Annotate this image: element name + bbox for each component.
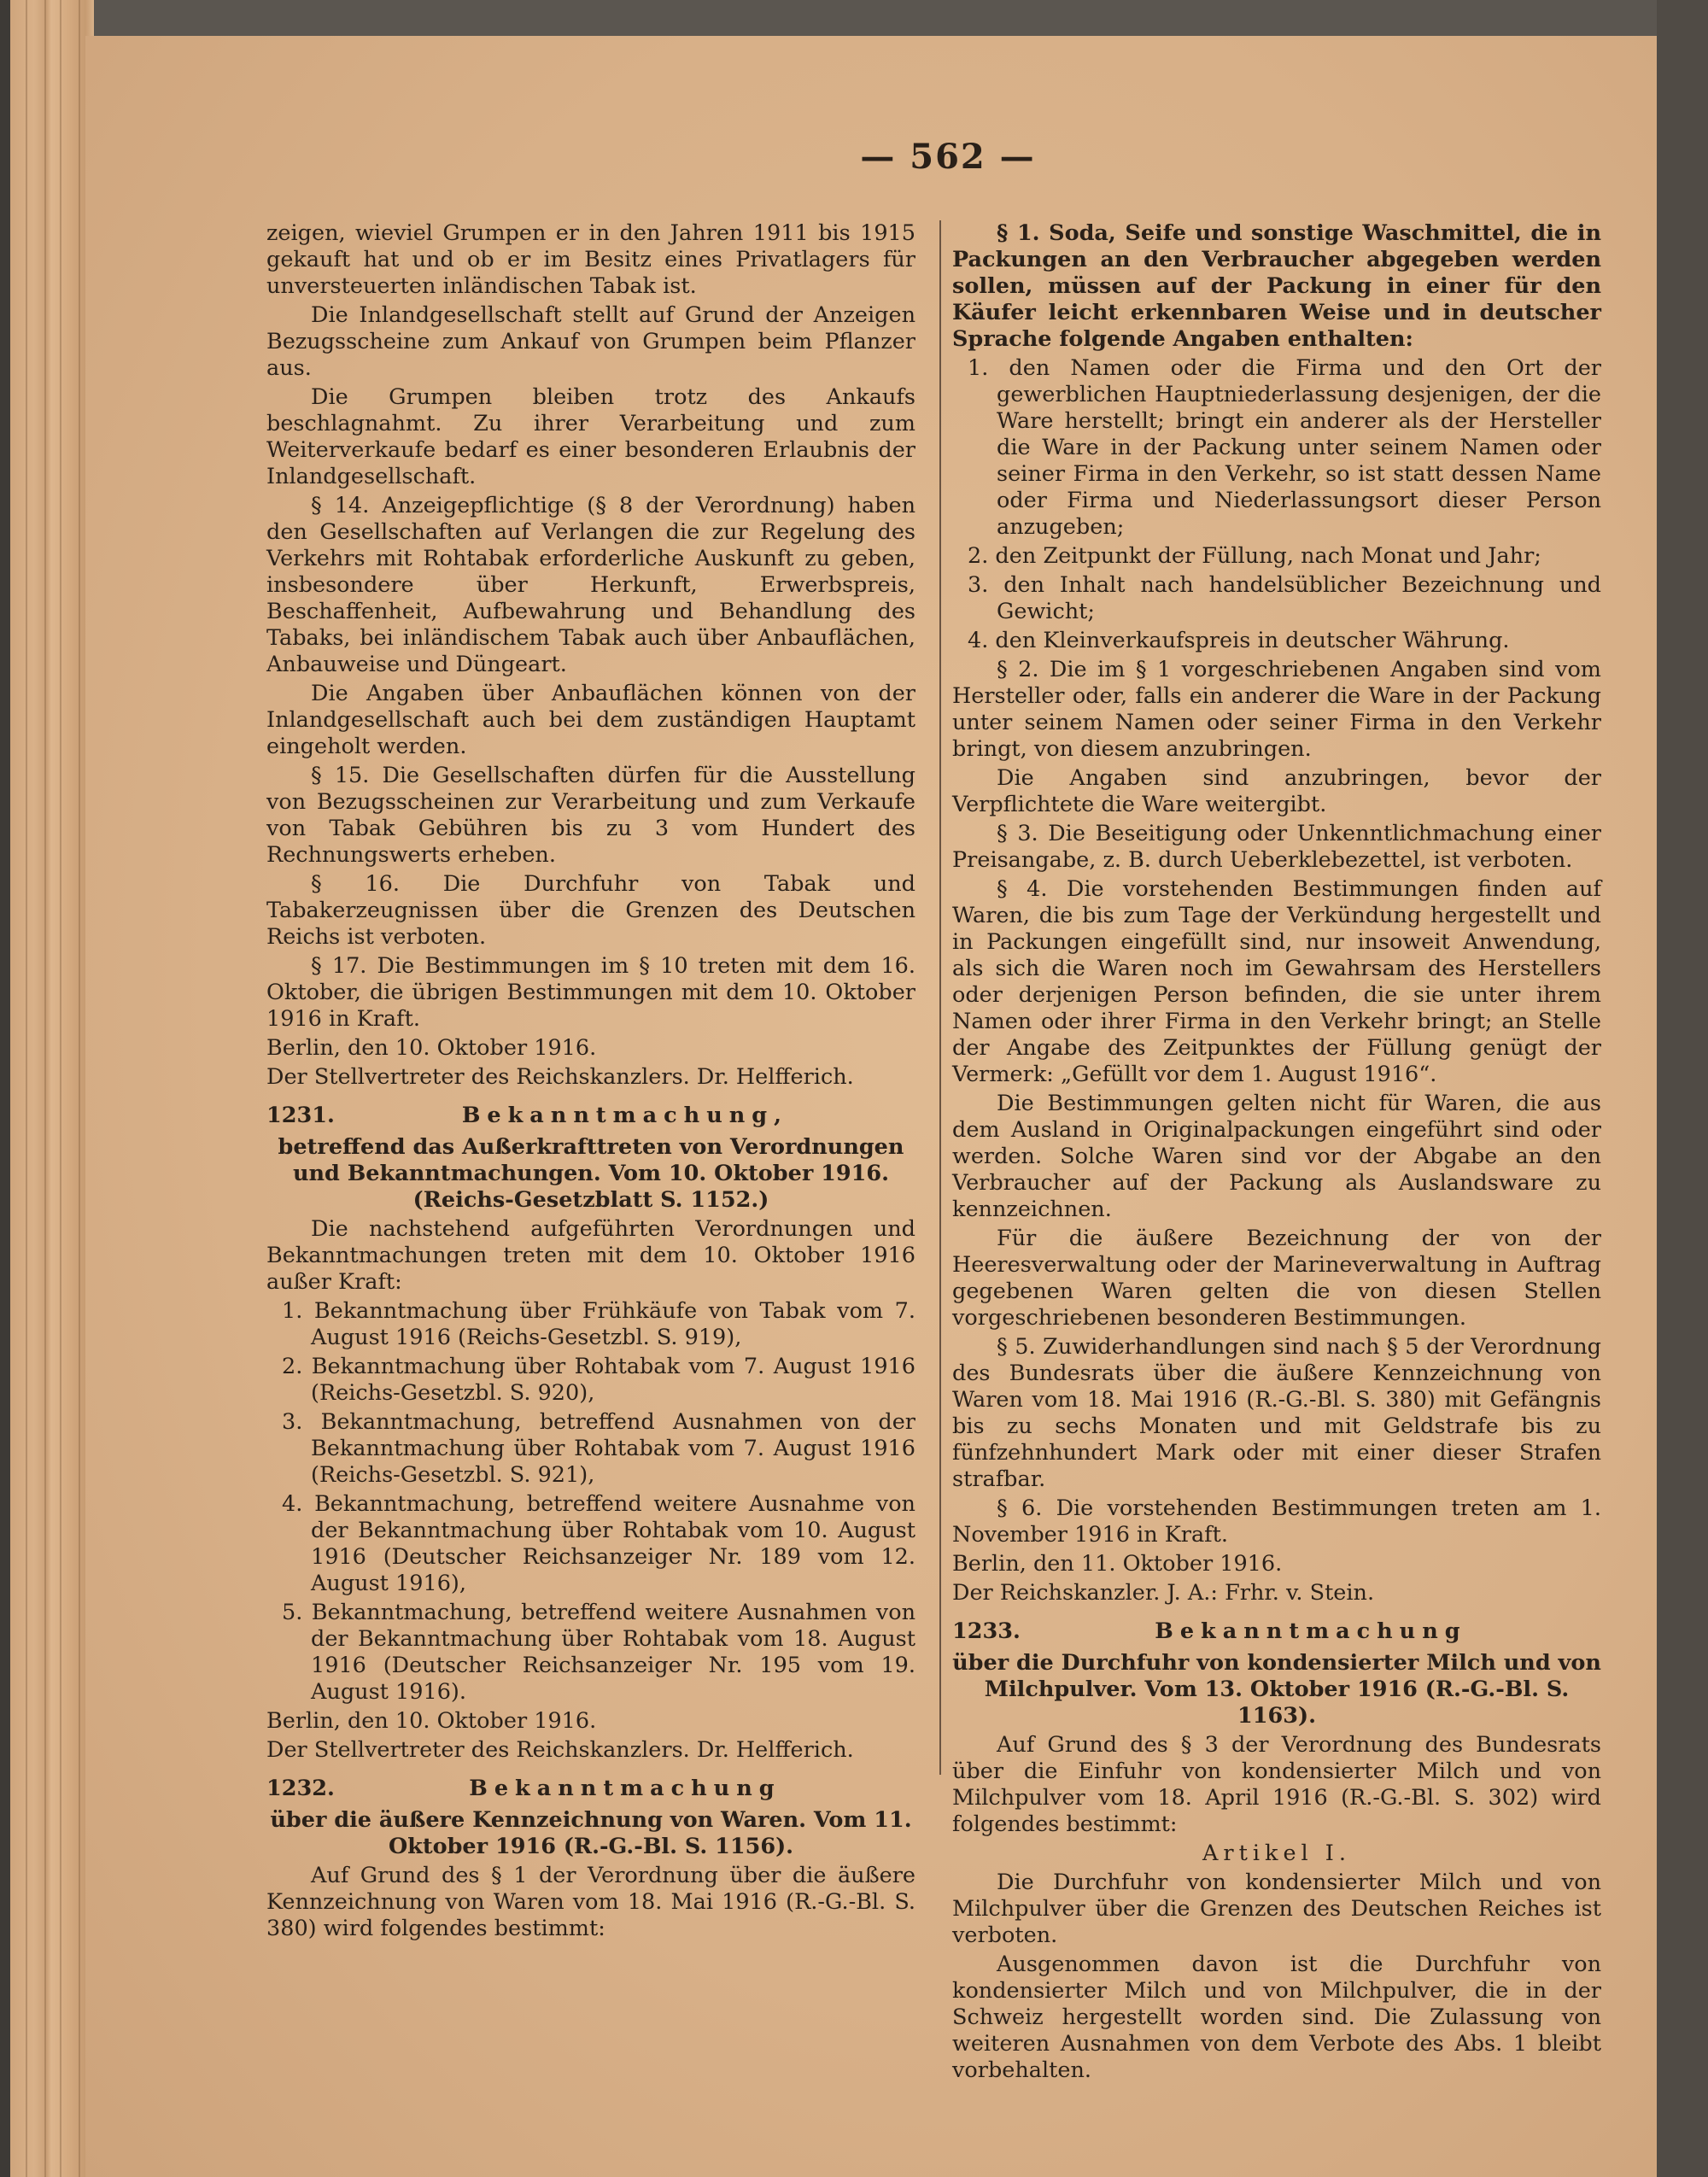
- right-column: [952, 220, 1601, 2086]
- left-column: [266, 220, 915, 1945]
- notice-number: 1231.: [266, 1103, 335, 1128]
- notice-title: Bekanntmachung: [1155, 1618, 1467, 1644]
- list-item: 3. Bekanntmachung, betreffend Ausnahmen von der Bekanntmachung über Rohtabak vom 7. August 1916 (Reichs-Gesetzbl. S. 921),: [282, 1409, 915, 1488]
- paragraph: § 4. Die vorstehenden Bestimmungen finden auf Waren, die bis zum Tage der Verkündung hergestellt und in Packungen eingefüllt sind, nur insoweit Anwendung, als sich die Waren noch im Gewahrsam des Herstellers oder derjenigen Person befinden, die sie unter ihrem Namen oder ihrer Firma in den Verkehr bringt; an Stelle der Angabe des Zeitpunktes der Füllung genügt der Vermerk: „Gefüllt vor dem 1. August 1916“.: [952, 876, 1601, 1087]
- notice-number: 1233.: [952, 1618, 1021, 1644]
- signature: Der Reichskanzler. J. A.: Frhr. v. Stein.: [952, 1580, 1375, 1606]
- paragraph: Die nachstehend aufgeführten Verordnungen und Bekanntmachungen treten mit dem 10. Oktober 1916 außer Kraft:: [266, 1216, 915, 1295]
- place-date: Berlin, den 10. Oktober 1916.: [266, 1035, 597, 1061]
- list-item: 1. den Namen oder die Firma und den Ort der gewerblichen Hauptniederlassung desjenigen, der die Ware herstellt; bringt ein anderer als der Hersteller die Ware in der Packung unter seinem Namen oder seiner Firma in den Verkehr, so ist statt dessen Name oder Firma und Niederlassungsort dieser Person anzugeben;: [968, 355, 1601, 540]
- article-heading: Artikel I.: [1202, 1841, 1351, 1866]
- place-date: Berlin, den 11. Oktober 1916.: [952, 1551, 1283, 1577]
- notice-heading: [952, 1618, 1601, 1645]
- paragraph: Die Durchfuhr von kondensierter Milch und von Milchpulver über die Grenzen des Deutschen Reiches ist verboten.: [952, 1870, 1601, 1948]
- paragraph: Die Grumpen bleiben trotz des Ankaufs beschlagnahmt. Zu ihrer Verarbeitung und zum Weiterverkaufe bedarf es einer besonderen Erlaubnis der Inlandgesellschaft.: [266, 384, 915, 489]
- paragraph: Die Angaben über Anbauflächen können von der Inlandgesellschaft auch bei dem zuständigen Hauptamt eingeholt werden.: [266, 681, 915, 759]
- notice-number: 1232.: [266, 1776, 335, 1801]
- paragraph: Auf Grund des § 1 der Verordnung über die äußere Kennzeichnung von Waren vom 18. Mai 1916 (R.-G.-Bl. S. 380) wird folgendes bestimmt:: [266, 1863, 915, 1941]
- notice-title: Bekanntmachung,: [461, 1103, 789, 1128]
- paragraph: zeigen, wieviel Grumpen er in den Jahren 1911 bis 1915 gekauft hat und ob er im Besitz eines Privatlagers für unversteuerten inländischen Tabak ist.: [266, 220, 915, 299]
- notice-subtitle: betreffend das Außerkrafttreten von Verordnungen und Bekanntmachungen. Vom 10. Oktober 1916. (Reichs-Gesetzblatt S. 1152.): [278, 1134, 904, 1213]
- paragraph: § 5. Zuwiderhandlungen sind nach § 5 der Verordnung des Bundesrats über die äußere Kennzeichnung von Waren vom 18. Mai 1916 (R.-G.-Bl. S. 380) mit Gefängnis bis zu sechs Monaten und mit Geldstrafe bis zu fünfzehnhundert Mark oder mit einer dieser Strafen strafbar.: [952, 1334, 1601, 1492]
- list-item: 4. den Kleinverkaufspreis in deutscher Währung.: [968, 628, 1510, 653]
- place-date: Berlin, den 10. Oktober 1916.: [266, 1708, 597, 1734]
- paragraph: § 17. Die Bestimmungen im § 10 treten mit dem 16. Oktober, die übrigen Bestimmungen mit dem 10. Oktober 1916 in Kraft.: [266, 953, 915, 1032]
- paragraph: Für die äußere Bezeichnung der von der Heeresverwaltung oder der Marineverwaltung in Auftrag gegebenen Waren gelten die von diesen Stellen vorgeschriebenen besonderen Bestimmungen.: [952, 1226, 1601, 1331]
- scan-background: [1657, 0, 1708, 2177]
- list-item: 5. Bekanntmachung, betreffend weitere Ausnahmen von der Bekanntmachung über Rohtabak vom 18. August 1916 (Deutscher Reichsanzeiger Nr. 195 vom 19. August 1916).: [282, 1600, 915, 1705]
- page-number: — 562 —: [860, 137, 1036, 177]
- list-item: 3. den Inhalt nach handelsüblicher Bezeichnung und Gewicht;: [968, 572, 1601, 624]
- paragraph: Die Bestimmungen gelten nicht für Waren, die aus dem Ausland in Originalpackungen eingeführt sind oder werden. Solche Waren sind vor der Abgabe an den Verbraucher auf der Packung als Auslandsware zu kennzeichnen.: [952, 1091, 1601, 1222]
- book-edges: [0, 0, 94, 2177]
- signature: Der Stellvertreter des Reichskanzlers. Dr. Helfferich.: [266, 1064, 854, 1090]
- paragraph: § 3. Die Beseitigung oder Unkenntlichmachung einer Preisangabe, z. B. durch Ueberklebezettel, ist verboten.: [952, 821, 1601, 873]
- paragraph: § 6. Die vorstehenden Bestimmungen treten am 1. November 1916 in Kraft.: [952, 1495, 1601, 1548]
- paragraph: Auf Grund des § 3 der Verordnung des Bundesrats über die Einfuhr von kondensierter Milch und von Milchpulver vom 18. April 1916 (R.-G.-Bl. S. 302) wird folgendes bestimmt:: [952, 1732, 1601, 1837]
- list-item: 2. Bekanntmachung über Rohtabak vom 7. August 1916 (Reichs-Gesetzbl. S. 920),: [282, 1354, 915, 1406]
- paragraph: § 2. Die im § 1 vorgeschriebenen Angaben sind vom Hersteller oder, falls ein anderer die Ware in der Packung unter seinem Namen oder seiner Firma in den Verkehr bringt, von diesem anzubringen.: [952, 657, 1601, 762]
- notice-heading: [266, 1776, 915, 1802]
- paragraph: Die Angaben sind anzubringen, bevor der Verpflichtete die Ware weitergibt.: [952, 765, 1601, 817]
- paragraph: § 1. Soda, Seife und sonstige Waschmittel, die in Packungen an den Verbraucher abgegeben werden sollen, müssen auf der Packung in einer für den Käufer leicht erkennbaren Weise und in deutscher Sprache folgende Angaben enthalten:: [952, 220, 1601, 352]
- list-item: 1. Bekanntmachung über Frühkäufe von Tabak vom 7. August 1916 (Reichs-Gesetzbl. S. 919),: [282, 1298, 915, 1350]
- notice-heading: [266, 1103, 915, 1129]
- notice-title: Bekanntmachung: [469, 1776, 781, 1801]
- signature: Der Stellvertreter des Reichskanzlers. Dr. Helfferich.: [266, 1737, 854, 1763]
- list-item: 4. Bekanntmachung, betreffend weitere Ausnahme von der Bekanntmachung über Rohtabak vom 10. August 1916 (Deutscher Reichsanzeiger Nr. 189 vom 12. August 1916),: [282, 1491, 915, 1596]
- column-divider: [939, 220, 941, 1775]
- paragraph: § 16. Die Durchfuhr von Tabak und Tabakerzeugnissen über die Grenzen des Deutschen Reichs ist verboten.: [266, 871, 915, 950]
- notice-subtitle: über die Durchfuhr von kondensierter Milch und von Milchpulver. Vom 13. Oktober 1916 (R.-G.-Bl. S. 1163).: [952, 1650, 1601, 1729]
- list-item: 2. den Zeitpunkt der Füllung, nach Monat und Jahr;: [968, 543, 1541, 569]
- paragraph: Die Inlandgesellschaft stellt auf Grund der Anzeigen Bezugsscheine zum Ankauf von Grumpen beim Pflanzer aus.: [266, 302, 915, 381]
- paragraph: Ausgenommen davon ist die Durchfuhr von kondensierter Milch und von Milchpulver, die in der Schweiz hergestellt worden sind. Die Zulassung von weiteren Ausnahmen von dem Verbote des Abs. 1 bleibt vorbehalten.: [952, 1952, 1601, 2083]
- paragraph: § 14. Anzeigepflichtige (§ 8 der Verordnung) haben den Gesellschaften auf Verlangen die zur Regelung des Verkehrs mit Rohtabak erforderliche Auskunft zu geben, insbesondere über Herkunft, Erwerbspreis, Beschaffenheit, Aufbewahrung und Behandlung des Tabaks, bei inländischem Tabak auch über Anbauflächen, Anbauweise und Düngeart.: [266, 493, 915, 677]
- paragraph: § 15. Die Gesellschaften dürfen für die Ausstellung von Bezugsscheinen zur Verarbeitung und zum Verkaufe von Tabak Gebühren bis zu 3 vom Hundert des Rechnungswerts erheben.: [266, 763, 915, 868]
- notice-subtitle: über die äußere Kennzeichnung von Waren. Vom 11. Oktober 1916 (R.-G.-Bl. S. 1156).: [270, 1807, 912, 1859]
